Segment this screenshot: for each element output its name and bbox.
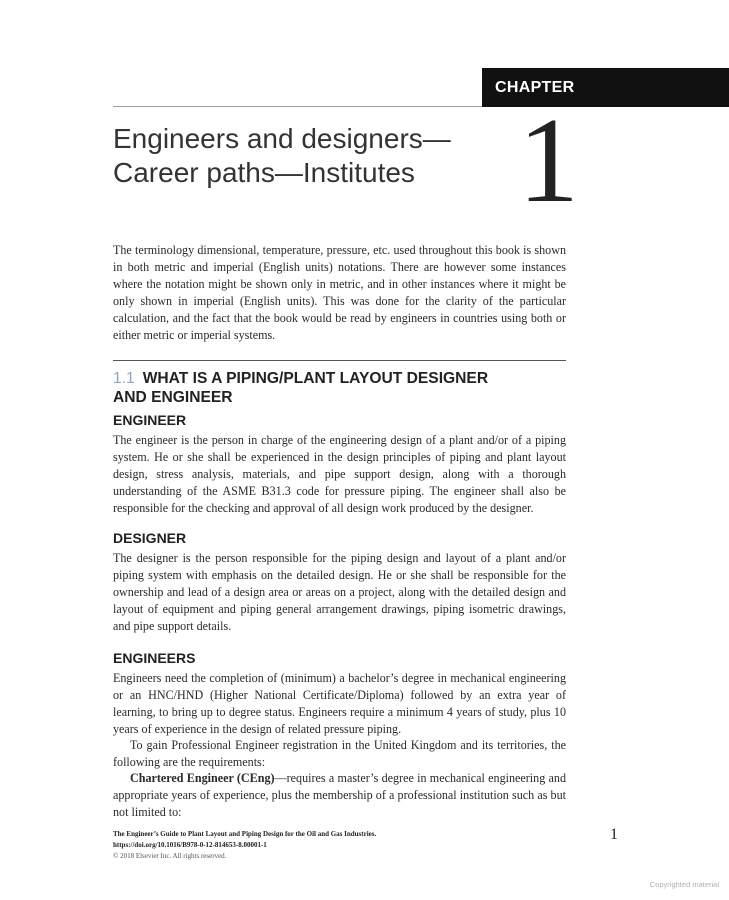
designer-heading: DESIGNER: [113, 530, 187, 546]
ceng-text: —requires a master’s degree in mechanical engineering and appropriate years of experience, plus the membership of a professional institution such as but not limited to:: [113, 771, 566, 819]
engineers-heading: ENGINEERS: [113, 650, 196, 666]
ceng-label: Chartered Engineer (CEng): [130, 771, 275, 785]
copyright-watermark: Copyrighted material: [649, 880, 719, 889]
page-number: 1: [610, 826, 618, 843]
section-title-line-1: WHAT IS A PIPING/PLANT LAYOUT DESIGNER: [142, 370, 489, 387]
footer-doi: https://doi.org/10.1016/B978-0-12-814653-8.00001-1: [113, 841, 267, 849]
footer-copyright: © 2018 Elsevier Inc. All rights reserved.: [113, 852, 227, 860]
section-number: 1.1: [113, 370, 135, 387]
engineer-heading: ENGINEER: [113, 412, 187, 428]
chapter-label: CHAPTER: [482, 68, 729, 107]
designer-paragraph: The designer is the person responsible for the piping design and layout of a plant and/or piping system with emphasis on the detailed design. He or she shall be responsible for the ownership and lead of a design area or areas on a project, along with the detailed design and layout of equipment and piping general arrangement drawings, piping isometric drawings, and pipe support details.: [113, 551, 566, 633]
engineer-paragraph: The engineer is the person in charge of the engineering design of a plant and/or of a piping system. He or she shall be experienced in the design principles of piping and plant layout design, stress analysis, materials, and pipe support design, along with a thorough understanding of the ASME B31.3 code for pressure piping. The engineer shall also be responsible for the checking and approval of all design work produced by the designer.: [113, 433, 566, 515]
footer-book-title: The Engineer’s Guide to Plant Layout and Piping Design for the Oil and Gas Industries.: [113, 830, 377, 838]
engineers-paragraph-2: To gain Professional Engineer registration in the United Kingdom and its territories, the following are the requirements:: [113, 738, 566, 769]
intro-paragraph: The terminology dimensional, temperature, pressure, etc. used throughout this book is shown in both metric and imperial (English units) notations. There are however some instances where the notation might be shown only in metric, and in other instances where it might be only shown in imperial (English units). This was done for the clarity of the particular calculation, and the fact that the book would be read by engineers in countries using both or either metric or imperial systems.: [113, 243, 566, 342]
chapter-title-line-2: Career paths—Institutes: [113, 157, 415, 188]
chapter-number: 1: [518, 93, 579, 228]
engineers-paragraph-1: Engineers need the completion of (minimum) a bachelor’s degree in mechanical engineering or an HNC/HND (Higher National Certificate/Diploma) followed by an extra year of learning, to bring up to degree status. Engineers require a minimum 4 years of study, plus 10 years of experience in the design of related pressure piping.: [113, 671, 566, 736]
ceng-paragraph: [113, 770, 566, 821]
section-rule: [113, 360, 566, 361]
section-title-line-2: AND ENGINEER: [113, 389, 233, 406]
chapter-title-line-1: Engineers and designers—: [113, 123, 451, 154]
header-rule: [113, 106, 482, 107]
footer: [113, 829, 376, 862]
chapter-title: [113, 122, 503, 190]
section-heading: [113, 369, 566, 407]
